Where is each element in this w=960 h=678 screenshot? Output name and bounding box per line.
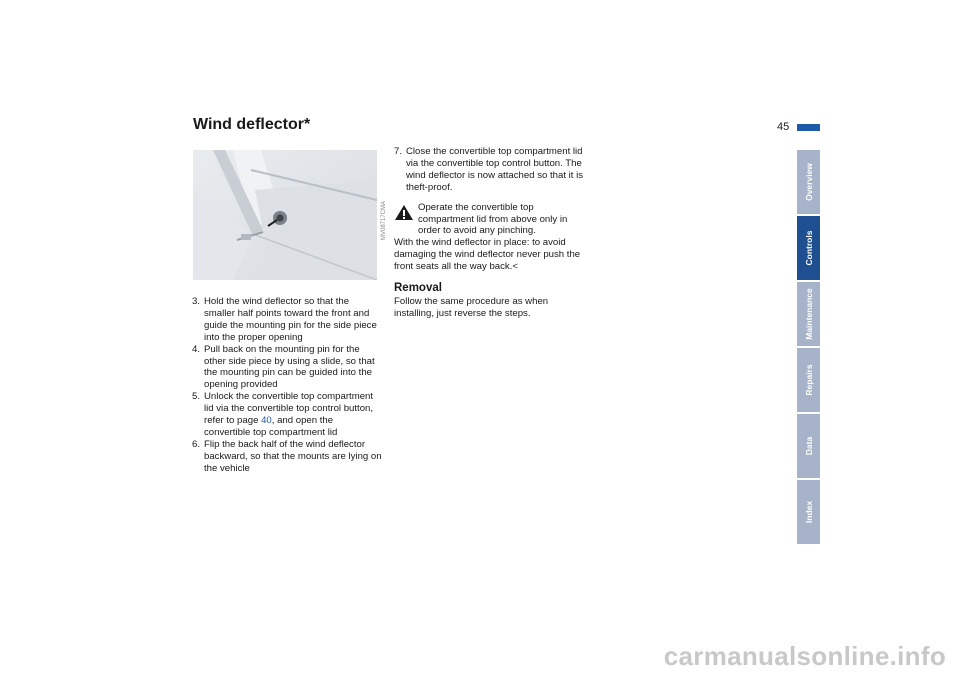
list-item — [192, 344, 382, 392]
list-item — [192, 391, 382, 439]
tab-overview[interactable] — [797, 150, 820, 214]
step-number: 4. — [192, 343, 201, 355]
removal-text: Follow the same procedure as when installing, just reverse the steps. — [394, 295, 549, 319]
page-accent-bar — [797, 124, 820, 131]
tab-index[interactable] — [797, 480, 820, 544]
tab-label: Data — [803, 436, 814, 456]
tab-label: Index — [803, 500, 814, 524]
step-text: , and open the convertible top compartment lid — [204, 415, 338, 438]
tab-data[interactable] — [797, 414, 820, 478]
step-text: Hold the wind deflector so that the smaller half points toward the front and guide the mounting pin for the side piece into the proper opening — [204, 296, 377, 343]
list-item — [192, 296, 382, 344]
step-text: Flip the back half of the wind deflector backward, so that the mounts are lying on the vehicle — [204, 438, 382, 474]
section-heading-removal: Removal — [394, 282, 442, 295]
page-reference-link[interactable]: 40 — [261, 415, 272, 427]
side-tabs — [797, 150, 820, 546]
end-mark: < — [512, 261, 518, 273]
step-text: Close the convertible top compartment lid via the convertible top control button. The wind deflector is now attached so that it is theft-proof. — [406, 146, 584, 193]
warning-text: With the wind deflector in place: to avoid damaging the wind deflector never push the front seats all the way back. — [394, 237, 581, 273]
page-number: 45 — [777, 121, 790, 133]
list-item — [192, 439, 382, 475]
step-number: 5. — [192, 391, 201, 403]
tab-maintenance[interactable] — [797, 282, 820, 346]
warning-note — [394, 202, 586, 273]
step-number: 6. — [192, 438, 201, 450]
tab-repairs[interactable] — [797, 348, 820, 412]
tab-controls[interactable] — [797, 216, 820, 280]
warning-icon — [394, 203, 414, 221]
watermark: carmanualsonline.info — [663, 641, 946, 671]
page-title: Wind deflector* — [193, 116, 311, 133]
step-text: Unlock the convertible top compartment lid via the convertible top control button, refer to page — [204, 391, 374, 427]
warning-text: Operate the convertible top compartment lid from above only in order to avoid any pinching. — [418, 201, 568, 237]
wind-deflector-photo — [193, 150, 377, 280]
steps-column-right — [394, 146, 586, 320]
tab-label: Maintenance — [803, 288, 814, 340]
step-number: 7. — [394, 146, 403, 157]
step-number: 3. — [192, 296, 201, 307]
figure-code: MV08717CMA — [381, 200, 387, 240]
steps-column-left — [192, 296, 382, 475]
list-item — [394, 146, 586, 194]
tab-label: Controls — [803, 230, 814, 266]
tab-label: Overview — [803, 163, 814, 201]
step-text: Pull back on the mounting pin for the other side piece by using a slide, so that the mounting pin can be guided into the opening provided — [204, 343, 375, 391]
tab-label: Repairs — [803, 364, 814, 396]
